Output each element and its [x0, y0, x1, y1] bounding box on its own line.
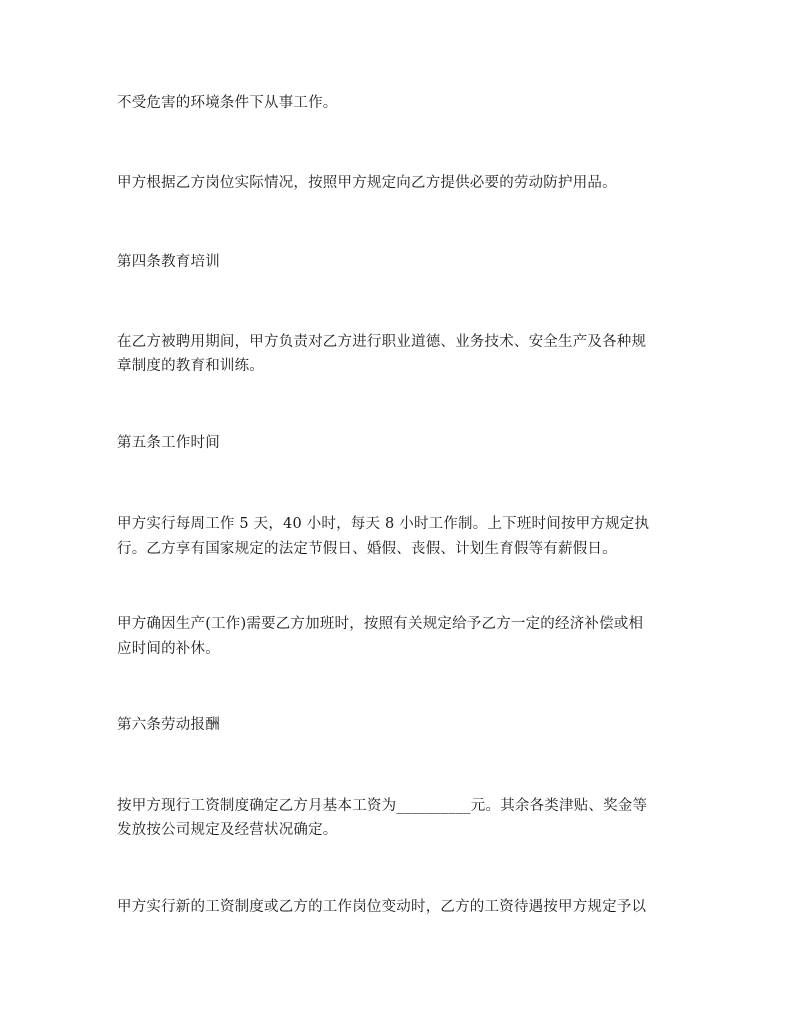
paragraph-salary-line-1: 按甲方现行工资制度确定乙方月基本工资为__________元。其余各类津贴、奖金等: [117, 798, 648, 814]
section-heading-article-5: 第五条工作时间: [117, 435, 220, 451]
paragraph-overtime-line-2: 应时间的补休。: [117, 641, 220, 657]
paragraph-work-hours-line-1: 甲方实行每周工作 5 天，40 小时，每天 8 小时工作制。上下班时间按甲方规定执: [117, 516, 650, 532]
paragraph-wage-change-line-1: 甲方实行新的工资制度或乙方的工作岗位变动时，乙方的工资待遇按甲方规定予以: [117, 899, 647, 915]
paragraph-protective-equipment: 甲方根据乙方岗位实际情况，按照甲方规定向乙方提供必要的劳动防护用品。: [117, 175, 617, 191]
section-heading-article-6: 第六条劳动报酬: [117, 717, 220, 733]
paragraph-overtime-line-1: 甲方确因生产(工作)需要乙方加班时，按照有关规定给予乙方一定的经济补偿或相: [117, 616, 644, 632]
paragraph-work-hours-line-2: 行。乙方享有国家规定的法定节假日、婚假、丧假、计划生育假等有薪假日。: [117, 541, 617, 557]
paragraph-environment-conditions: 不受危害的环境条件下从事工作。: [117, 95, 338, 111]
paragraph-training-line-1: 在乙方被聘用期间，甲方负责对乙方进行职业道德、业务技术、安全生产及各种规: [117, 334, 647, 350]
paragraph-salary-line-2: 发放按公司规定及经营状况确定。: [117, 822, 338, 838]
paragraph-training-line-2: 章制度的教育和训练。: [117, 358, 264, 374]
section-heading-article-4: 第四条教育培训: [117, 254, 220, 270]
